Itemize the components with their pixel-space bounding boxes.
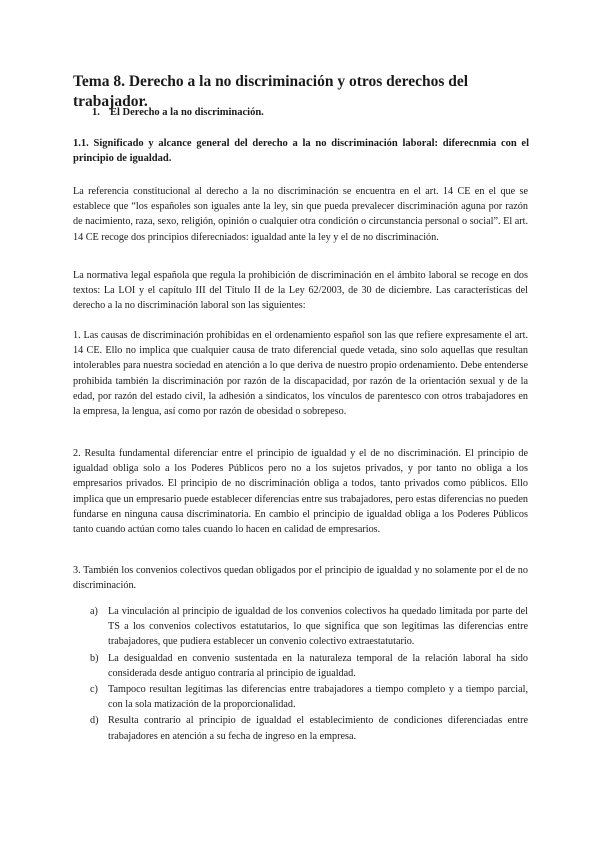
document-title: Tema 8. Derecho a la no discriminación y otros derechos del trabajador.	[73, 73, 469, 110]
list-marker: c)	[90, 684, 98, 696]
list-item	[90, 682, 528, 712]
paragraph-point-3: 3. También los convenios colectivos quedan obligados por el principio de igualdad y no solamente por el de no discriminación.	[73, 565, 528, 592]
list-item-text: Tampoco resultan legítimas las diferencias entre trabajadores a tiempo completo y a tiempo parcial, con la sola matización de la proporcionalidad.	[108, 684, 528, 711]
collective-agreements-list	[90, 604, 528, 745]
list-item-text: La desigualdad en convenio sustentada en la naturaleza temporal de la relación laboral ha sido considerada desde antiguo contraria al principio de igualdad.	[108, 652, 528, 679]
paragraph-constitutional-reference: La referencia constitucional al derecho a la no discriminación se encuentra en el art. 14 CE en el que se establece que “los españoles son iguales ante la ley, sin que pueda prevalecer discriminación aguna por razón de nacimiento, raza, sexo, religión, opinión o cualquier otra condición o circunstancia personal o social”. El art. 14 CE recoge dos principios diferecniados: igualdad ante la ley y el de no discriminación.	[73, 186, 528, 243]
list-item	[90, 713, 528, 743]
paragraph-legal-framework: La normativa legal española que regula la prohibición de discriminación en el ámbito laboral se recoge en dos textos: La LOI y el capítulo III del Título II de la Ley 62/2003, de 30 de diciembre. Las características del derecho a la no discriminación laboral son las siguientes:	[73, 270, 528, 312]
section-heading	[92, 106, 264, 120]
list-item	[90, 651, 528, 681]
list-item-text: Resulta contrario al principio de igualdad el establecimiento de condiciones diferenciadas entre trabajadores en atención a su fecha de ingreso en la empresa.	[108, 715, 528, 742]
list-marker: d)	[90, 715, 99, 727]
list-item-text: La vinculación al principio de igualdad de los convenios colectivos ha quedado limitada por parte del TS a los convenios colectivos estatutarios, lo que significa que son legítimas las diferencias entre trabajadores, que pudiera establecer un convenio colectivo extraestatutario.	[108, 606, 528, 648]
paragraph-point-2: 2. Resulta fundamental diferenciar entre el principio de igualdad y el de no discriminación. El principio de igualdad obliga solo a los Poderes Públicos pero no a los sujetos privados, y por tanto no obliga a los empresarios privados. El principio de no discriminación obliga a todos, tanto privados como públicos. Ello implica que un empresario puede establecer diferencias entre sus trabajadores, pero estas diferencias no pueden fundarse en ninguna causa discriminatoria. En cambio el principio de igualdad obliga a los Poderes Públicos tanto cuando actúan como tales cuando lo hacen en calidad de empresarios.	[73, 448, 528, 536]
list-item	[90, 604, 528, 650]
paragraph-point-1: 1. Las causas de discriminación prohibidas en el ordenamiento español son las que refiere expresamente el art. 14 CE. Ello no implica que cualquier causa de trato diferencial quede vetada, sino solo aquellas que resultan intolerables para nuestra sociedad en atención a lo que deriva de nuestro propio ordenamiento. Debe entenderse prohibida también la discriminación por razón de la discapacidad, por razón de la orientación sexual y de la edad, por razón del estado civil, la adhesión a sindicatos, los vínculos de parentesco con otros trabajadores en la empresa, la lengua, así como por razón de obesidad o sobrepeso.	[73, 330, 528, 418]
list-marker: a)	[90, 606, 98, 617]
list-marker: b)	[90, 652, 99, 664]
section-label: El Derecho a la no discriminación.	[110, 107, 264, 118]
section-number: 1.	[92, 107, 100, 118]
subsection-heading: 1.1. Significado y alcance general del derecho a la no discriminación laboral: diferecnmia con el principio de igualdad.	[73, 138, 529, 164]
